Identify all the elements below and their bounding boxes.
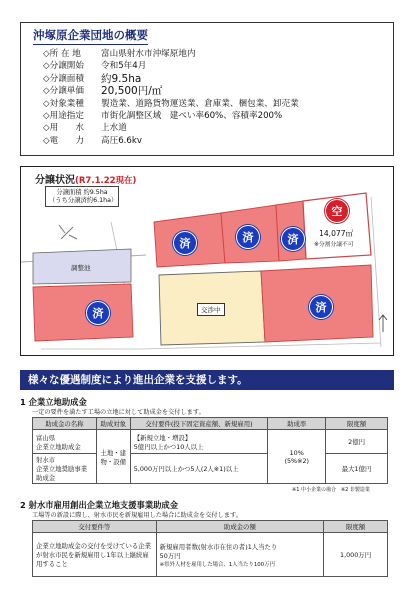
negotiating-label: 交渉中 [197, 303, 225, 316]
table-row [33, 533, 388, 577]
row-value: 市街化調整区域 建ぺい率60%、容積率200% [101, 111, 283, 122]
section2-table [32, 520, 388, 577]
area-note-line2: （うち分譲済約6.1ha） [49, 196, 118, 204]
row-label: ◇用途指定 [43, 111, 84, 122]
row-label: ◇分譲単価 [43, 86, 84, 97]
row-value: 20,500円/㎡ [101, 85, 163, 98]
table-header: 助成金の名称 [33, 418, 97, 430]
overview-row-start [43, 60, 299, 72]
table-cell: 5,000万円以上かつ5人(2人※1)以上 [130, 454, 268, 484]
amount-line3: ※県外人材を雇用した場合、1人当たり100万円 [159, 561, 275, 568]
overview-row-water [43, 122, 299, 134]
overview-row-industry [43, 98, 299, 110]
section1-table [32, 417, 388, 484]
table-cell [130, 430, 268, 454]
overview-row-location [43, 48, 299, 60]
row-label: ◇対象業種 [43, 98, 84, 109]
row-value: 富山県射水市沖塚原地内 [101, 49, 196, 59]
row-label: ◇電 力 [43, 135, 84, 146]
row-value: 上水道 [101, 123, 127, 134]
pond-label: 調整池 [71, 264, 91, 272]
grant-name-line1: 富山県 [36, 433, 56, 442]
req-line2: 5億円以上かつ10人以上 [133, 442, 204, 451]
grant-name-line1: 射水市 [36, 456, 56, 464]
row-label: ◇分譲面積 [43, 73, 84, 84]
table-cell [33, 430, 97, 454]
lot-sold [33, 284, 133, 341]
table-cell: 最大1億円 [326, 454, 388, 484]
table-header: 交付要件等 [33, 521, 157, 533]
table-cell [156, 533, 324, 577]
grant-name-line2: 企業立地奨励事業助成金 [36, 465, 88, 482]
overview-row-area [43, 73, 299, 85]
table-header: 限度額 [324, 521, 388, 533]
overview-box [20, 22, 394, 156]
map-date: (R7.1.22現在) [75, 176, 137, 186]
table-cell: 2億円 [326, 430, 388, 454]
row-value: 令和5年4月 [101, 61, 147, 72]
sold-badge: 済 [86, 301, 110, 325]
section1-title: 1 企業立地助成金 [20, 397, 87, 407]
table-header: 助成金の額 [156, 521, 324, 533]
amount-line2: 50万円 [159, 551, 181, 560]
table-cell [268, 430, 326, 484]
section2-title: 2 射水市雇用創出企業立地支援事業助成金 [20, 500, 179, 510]
table-header: 交付要件(投下固定資産額、新規雇用) [130, 418, 268, 430]
map-title [35, 171, 136, 186]
sold-badge: 済 [281, 227, 305, 251]
overview-row-price [43, 85, 299, 97]
table-header: 限度額 [326, 418, 388, 430]
row-label: ◇所 在 地 [43, 49, 81, 59]
tree-symbol [59, 225, 77, 239]
section1-desc: 一定の要件を満たす工場の立地に対して助成金を交付します。 [32, 409, 205, 416]
rate-line1: 10% [289, 448, 304, 457]
sold-badge: 済 [173, 231, 197, 255]
table-row [33, 430, 388, 454]
overview-row-power [43, 135, 299, 147]
table-header: 助成率 [268, 418, 326, 430]
table-cell [33, 454, 97, 484]
overview-title: 沖塚原企業団地の概要 [33, 27, 148, 45]
map-title-text: 分譲状況 [35, 175, 75, 186]
section2-desc: 工場等の新設に際し、射水市民を新規雇用した場合に助成金を交付します。 [32, 512, 242, 519]
row-label: ◇用 水 [43, 123, 84, 134]
table-header-row [33, 418, 388, 430]
table-cell: 企業立地助成金の交付を受けている企業が射水市民を新規雇用し1年以上継続雇用すること [33, 533, 157, 577]
amount-line1: 新規雇用者数(射水市在住の者)1人当たり [159, 542, 278, 551]
rate-line2: (5%※2) [284, 456, 309, 465]
req-line1: 【新規立地・増設】 [133, 433, 192, 442]
vacant-badge: 空 [325, 199, 349, 223]
table-row [33, 454, 388, 484]
area-note [45, 186, 119, 207]
overview-row-zoning [43, 110, 299, 122]
row-label: ◇分譲開始 [43, 61, 84, 72]
row-value: 製造業、道路貨物運送業、倉庫業、梱包業、卸売業 [101, 98, 299, 109]
area-note-line1: 分譲面積 約9.5ha [56, 189, 108, 196]
support-banner: 様々な優遇制度により進出企業を支援します。 [20, 370, 394, 390]
table-cell: 1,000万円 [324, 533, 388, 577]
vacant-area-value: 14,077㎡ [319, 229, 354, 238]
row-value: 高圧6.6kv [101, 135, 142, 146]
grant-name-line2: 企業立地助成金 [36, 442, 81, 451]
sold-badge: 済 [309, 295, 333, 319]
table-header-row [33, 521, 388, 533]
overview-rows [43, 48, 299, 147]
vacant-note: ※分割分譲不可 [314, 242, 354, 248]
section1-footnote: ※1 中小企業の場合 ※2 非製造業 [292, 487, 370, 493]
table-cell: 土地・建物・設備 [96, 430, 130, 484]
table-header: 助成対象 [96, 418, 130, 430]
row-value: 約9.5ha [101, 72, 142, 85]
lot-map [20, 166, 394, 356]
sold-badge: 済 [236, 225, 260, 249]
